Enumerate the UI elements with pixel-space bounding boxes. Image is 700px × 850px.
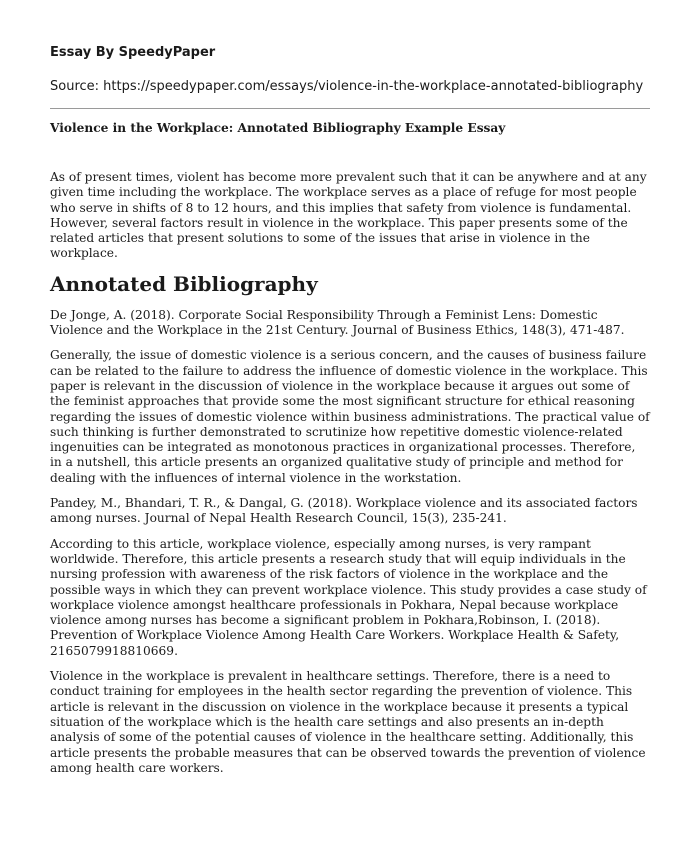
citation-de-jonge: De Jonge, A. (2018). Corporate Social Responsibility Through a Feminist Lens: Domestic Violence and the Workplace in the 21st Century. Journal of Business Ethics, 148(3), 471-487. <box>50 307 625 338</box>
brand-label: Essay By SpeedyPaper <box>50 45 216 60</box>
annotation-robinson: Violence in the workplace is prevalent in healthcare settings. Therefore, there is a need to conduct training for employees in the health sector regarding the prevention of violence. This article is relevant in the discussion on violence in the workplace because it presents a typical situation of the workplace which is the health care settings and also presents an in-depth analysis of some of the potential causes of violence in the healthcare setting. Additionally, this article presents the probable measures that can be observed towards the prevention of violence among health care workers. <box>50 669 646 775</box>
header-divider <box>50 108 650 109</box>
annotation-de-jonge: Generally, the issue of domestic violence is a serious concern, and the causes of business failure can be related to the failure to address the influence of domestic violence in the workplace. This paper is relevant in the discussion of violence in the workplace because it argues out some of the feminist approaches that provide some the most significant structure for ethical reasoning regarding the issues of domestic violence within business administrations. The practical value of such thinking is further demonstrated to scrutinize how repetitive domestic violence-related ingenuities can be integrated as monotonous practices in organizational processes. Therefore, in a nutshell, this article presents an organized qualitative study of principle and method for dealing with the influences of internal violence in the workstation. <box>50 348 650 485</box>
citation-pandey: Pandey, M., Bhandari, T. R., & Dangal, G. (2018). Workplace violence and its associated factors among nurses. Journal of Nepal Health Research Council, 15(3), 235-241. <box>50 496 638 526</box>
section-heading: Annotated Bibliography <box>50 271 318 296</box>
source-line: Source: https://speedypaper.com/essays/violence-in-the-workplace-annotated-bibliography <box>50 79 644 94</box>
document-title: Violence in the Workplace: Annotated Bibliography Example Essay <box>50 121 506 135</box>
document-body <box>50 170 650 786</box>
page-header <box>50 44 650 96</box>
intro-paragraph: As of present times, violent has become more prevalent such that it can be anywhere and at any given time including the workplace. The workplace serves as a place of refuge for most people who serve in shifts of 8 to 12 hours, and this implies that safety from violence is fundamental. However, several factors result in violence in the workplace. This paper presents some of the related articles that present solutions to some of the issues that arise in violence in the workplace. <box>50 170 647 261</box>
annotation-pandey: According to this article, workplace violence, especially among nurses, is very rampant worldwide. Therefore, this article presents a research study that will equip individuals in the nursing profession with awareness of the risk factors of violence in the workplace and the possible ways in which they can prevent workplace violence. This study provides a case study of workplace violence amongst healthcare professionals in Pokhara, Nepal because workplace violence among nurses has become a significant problem in Pokhara,Robinson, I. (2018). Prevention of Workplace Violence Among Health Care Workers. Workplace Health & Safety, 2165079918810669. <box>50 536 647 658</box>
